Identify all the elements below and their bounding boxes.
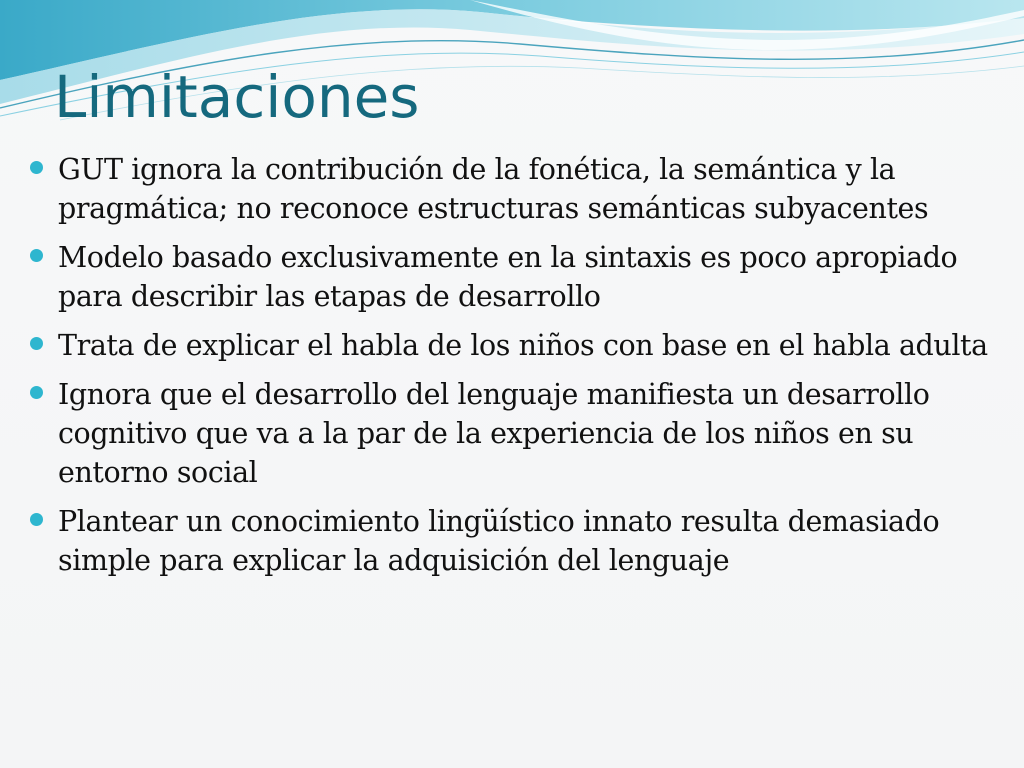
list-item	[30, 238, 990, 316]
bullet-text: Ignora que el desarrollo del lenguaje manifiesta un desarrollo cognitivo que va a la par de la experiencia de los niños en su entorno social	[58, 378, 930, 489]
slide-title: Limitaciones	[54, 63, 420, 131]
bullet-icon	[30, 249, 43, 262]
bullet-icon	[30, 337, 43, 350]
bullet-text: Plantear un conocimiento lingüístico innato resulta demasiado simple para explicar la adquisición del lenguaje	[58, 505, 940, 577]
list-item	[30, 326, 990, 365]
bullet-icon	[30, 513, 43, 526]
bullet-icon	[30, 386, 43, 399]
bullet-text: Modelo basado exclusivamente en la sintaxis es poco apropiado para describir las etapas de desarrollo	[58, 241, 958, 313]
list-item	[30, 502, 990, 580]
list-item	[30, 375, 990, 492]
list-item	[30, 150, 990, 228]
bullet-list	[30, 150, 990, 590]
bullet-text: GUT ignora la contribución de la fonética, la semántica y la pragmática; no reconoce estructuras semánticas subyacentes	[58, 153, 929, 225]
bullet-icon	[30, 161, 43, 174]
bullet-text: Trata de explicar el habla de los niños con base en el habla adulta	[58, 329, 988, 362]
